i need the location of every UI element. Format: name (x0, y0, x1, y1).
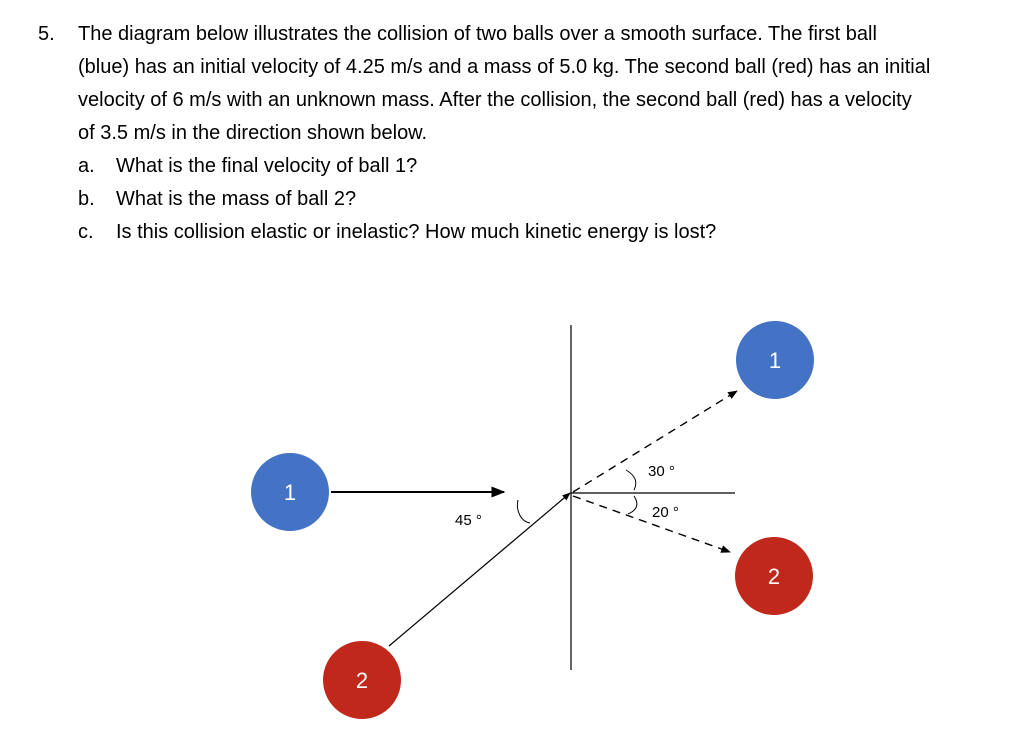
angle-label-45: 45 ° (455, 512, 482, 529)
angle-arc-30 (626, 470, 636, 490)
question-line: (blue) has an initial velocity of 4.25 m/s and a mass of 5.0 kg. The second ball (red) has an initial (78, 56, 931, 78)
ball1-final (735, 320, 815, 400)
ball2-final (734, 536, 814, 616)
ball1-final-label: 1 (768, 348, 782, 373)
question-line: The diagram below illustrates the collision of two balls over a smooth surface. The first ball (78, 23, 877, 45)
ball2-initial (322, 640, 402, 720)
ball1-initial (250, 452, 330, 532)
angle-arc-20 (628, 496, 637, 514)
question-line: of 3.5 m/s in the direction shown below. (78, 122, 428, 144)
ball1-initial-label: 1 (283, 480, 297, 505)
question-number: 5. (38, 23, 55, 45)
subquestion-text: What is the mass of ball 2? (116, 188, 357, 210)
subquestion-letter: b. (78, 188, 95, 210)
angle-arc-45 (517, 500, 530, 523)
angle-label-20: 20 ° (652, 504, 679, 521)
ball2-initial-label: 2 (355, 668, 369, 693)
subquestion-text: What is the final velocity of ball 1? (116, 155, 418, 177)
ball2-final-label: 2 (767, 564, 781, 589)
subquestion-letter: a. (78, 155, 95, 177)
angle-label-30: 30 ° (648, 463, 675, 480)
subquestion-letter: c. (78, 221, 94, 243)
subquestion-text: Is this collision elastic or inelastic? How much kinetic energy is lost? (116, 221, 717, 243)
question-line: velocity of 6 m/s with an unknown mass. After the collision, the second ball (red) has a velocity (78, 89, 912, 111)
